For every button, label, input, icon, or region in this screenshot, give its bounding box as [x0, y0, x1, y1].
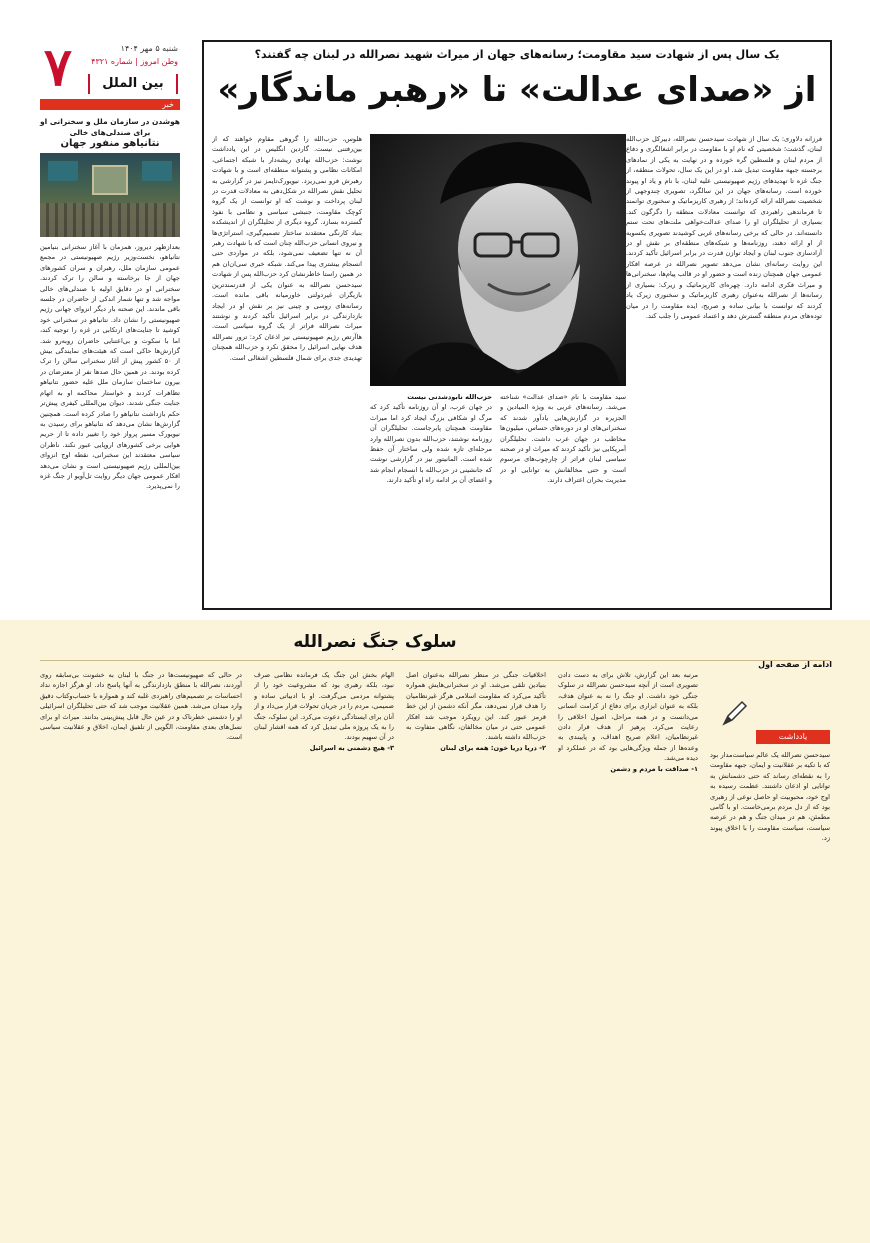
sidebar-headline[interactable]: نتانیاهو منفور جهان	[60, 138, 160, 149]
hall-screen	[48, 161, 78, 181]
opinion-column-3	[406, 670, 546, 1230]
divider	[40, 660, 830, 661]
news-tag: خبر	[40, 99, 180, 110]
portrait-photo	[370, 134, 626, 386]
subheading: ۲- دریا دریا خون: همه برای لبنان	[440, 743, 546, 752]
opinion-column-2	[558, 670, 698, 1230]
opinion-column-5: در حالی که صهیونیست‌ها در جنگ با لبنان به خشونت بی‌سابقه روی آوردند، نصرالله با منطق بازدارندگی به آنها پاسخ داد. او هرگز اجازه نداد احساسات بر تصمیم‌های راهبردی غلبه کند و همواره با حساب‌وکتاب دقیق وارد میدان می‌شد. همین عقلانیت موجب شد که حتی تحلیلگران اسرائیلی او را دشمنی خطرناک و در عین حال قابل پیش‌بینی بدانند. میراث او برای نسل‌های بعدی مقاومت، الگویی از تلفیق ایمان، اخلاق و عقلانیت سیاسی است.	[40, 671, 242, 742]
feature-column-mid: سید مقاومت با نام «صدای عدالت» شناخته می‌شد. رسانه‌های عربی به ویژه المیادین و الجزیره در گزارش‌هایی یادآور شدند که سخنرانی‌های او در دوره‌های حساس، میلیون‌ها مخاطب در جهان عرب داشت. تحلیلگران آمریکایی نیز تأکید کردند که میراث او در صحنه سیاسی لبنان فراتر از چارچوب‌های مرسوم است و حتی مخالفانش به توانایی او در مدیریت بحران اعتراف دارند.	[500, 393, 626, 485]
opinion-badge: یادداشت	[756, 730, 830, 744]
subheading: حزب‌الله نابودشدنی نیست	[407, 393, 492, 401]
column-text: اخلاقیات جنگی در منظر نصرالله به‌عنوان اصل بنیادین تلقی می‌شد. او در سخنرانی‌هایش همواره تأکید می‌کرد که مقاومت اسلامی هرگز غیرنظامیان را هدف قرار نمی‌دهد، مگر آنکه دشمن از این خط قرمز عبور کند. این رویکرد موجب شد افکار عمومی حتی در میان مخالفان، نگاهی متفاوت به حزب‌الله داشته باشند.	[406, 671, 546, 742]
sidebar-kicker: هوشدن در سازمان ملل و سخنرانی او برای صندلی‌های خالی	[40, 117, 180, 137]
feature-column-right: فرزانه دلاوری: یک سال از شهادت سیدحسن نصرالله، دبیرکل حزب‌الله لبنان، گذشت؛ شخصیتی که نام او با مقاومت در برابر اشغالگری و دفاع از مردم لبنان و فلسطین گره خورده و در نهایت به یکی از نمادهای برجسته جبهه مقاومت تبدیل شد. او در این یک سال، تحولات منطقه، از جنگ غزه تا تهدیدهای رژیم صهیونیستی علیه لبنان، با نام و یاد او پیوند خورده است. رسانه‌های جهان در این سالگرد، تصویری چندوجهی از شخصیت نصرالله ارائه کرده‌اند؛ از رهبری کاریزماتیک و سخنوری توانمند تا فرماندهی راهبردی که توانست معادلات منطقه را دگرگون کند. بسیاری از تحلیلگران او را صدای عدالت‌خواهی ملت‌های تحت ستم دانسته‌اند. در حالی که برخی رسانه‌های غربی کوشیدند تصویری یکسویه از او ارائه دهند، روزنامه‌ها و شبکه‌های منطقه‌ای بر نقش او در آزادسازی جنوب لبنان و ایجاد توازن قدرت در برابر اسرائیل تأکید کردند. این روایت رسانه‌ای نشان می‌دهد تصویر نصرالله در عرصه افکار عمومی جهان همچنان زنده است و حضور او در قالب پیام‌ها، سخنرانی‌ها و میراث فکری ادامه دارد. چهره‌ای کاریزماتیک و زیرک: بسیاری از رسانه‌ها از نصرالله به‌عنوان رهبری کاریزماتیک و سخنوری زیرک یاد کردند که توانست با بیانی ساده و صریح، ایده مقاومت را در میان توده‌های مردم منطقه گسترش دهد و اعتماد عمومی را جلب کند.	[626, 135, 822, 320]
feature-column-mid2	[370, 392, 492, 602]
un-assembly-photo	[40, 153, 180, 237]
opinion-section	[0, 620, 870, 1243]
opinion-column-1: سیدحسن نصرالله یک عالم سیاست‌مدار بود که با تکیه بر عقلانیت و ایمان، جبهه مقاومت را به نقطه‌ای رساند که حتی دشمنانش به توانایی او اذعان داشتند. عظمت رسیده به اوج خود، محبوبیت او حاصل نوعی از رهبری بود که از دل مردم برمی‌خاست. او با گامی مطمئن، هم در میدان جنگ و هم در عرصه سیاست، سیاست مقاومت را با اخلاق پیوند زد.	[710, 751, 830, 843]
empty-seats	[40, 203, 180, 237]
sidebar-body: بعدازظهر دیروز، همزمان با آغاز سخنرانی بنیامین نتانیاهو، نخست‌وزیر رژیم صهیونیستی در مجمع عمومی سازمان ملل، رهبران و سران کشورهای جهان از جا برخاسته و سالن را ترک کردند. سخنرانی او در دقایق اولیه با صندلی‌های خالی مواجه شد و تنها شمار اندکی از حاضران در جلسه باقی ماندند. این صحنه بار دیگر انزوای جهانی رژیم صهیونیستی را نشان داد. نتانیاهو در سخنرانی خود کوشید تا جنایت‌های ارتکابی در غزه را توجیه کند، اما با سکوت و بی‌اعتنایی حاضران روبه‌رو شد. گزارش‌ها حاکی است که هیئت‌های نمایندگی بیش از ۵۰ کشور پیش از آغاز سخنرانی سالن را ترک کرده بودند. در همین حال صدها نفر از معترضان در بیرون ساختمان سازمان ملل علیه حضور نتانیاهو تظاهرات کردند و خواستار محاکمه او به اتهام جنایت جنگی شدند. دیوان بین‌المللی کیفری پیش‌تر حکم بازداشت نتانیاهو را صادر کرده است. همچنین گزارش‌ها نشان می‌دهد که نتانیاهو برای رسیدن به نیویورک مسیر پرواز خود را تغییر داده تا از حریم هوایی برخی کشورهای اروپایی عبور نکند. ناظران سیاسی معتقدند این سخنرانی، نقطه اوج انزوای بین‌المللی رژیم صهیونیستی است و نشان می‌دهد افکار عمومی جهان دیگر روایت تل‌آویو از جنگ غزه را نمی‌پذیرد.	[40, 243, 180, 491]
continued-label: ادامه از صفحه اول	[758, 660, 832, 669]
column-text: مرتبه بعد این گزارش، تلاش برای به دست دادن تصویری است از آنچه سیدحسن نصرالله در سلوک جنگی خود داشت. او جنگ را نه به عنوان هدف، بلکه به عنوان ابزاری برای دفاع از کرامت انسانی می‌دانست و در همه مراحل، اصول اخلاقی را رعایت می‌کرد. پرهیز از هدف قرار دادن غیرنظامیان، اعلام صریح اهداف، و پایبندی به وعده‌ها از جمله ویژگی‌هایی بود که در عملکرد او دیده می‌شد.	[558, 671, 698, 763]
subheading: ۱- صداقت با مردم و دشمن	[610, 764, 698, 773]
pen-icon	[720, 698, 750, 728]
hall-screen	[142, 161, 172, 181]
issue-date: شنبه ۵ مهر ۱۴۰۴	[120, 44, 178, 53]
section-name: بین الملل	[88, 74, 178, 94]
feature-column-left: هلوس، حزب‌الله را گروهی مقاوم خواهند که از بین‌رفتنی نیست. گاردین انگلیس در این یادداشت نوشت: حزب‌الله نهادی ریشه‌دار با شبکه اجتماعی، امکانات نظامی و پشتوانه منطقه‌ای است و با شهادت رهبرش فرو نمی‌ریزد. نیویورک‌تایمز نیز در گزارشی به تحلیل نقش نصرالله در شکل‌دهی به معادلات قدرت در لبنان پرداخت و نوشت که او توانست از یک گروه کوچک مقاومت، جنبشی سیاسی و نظامی با نفوذ گسترده بسازد. گروه دیگری از تحلیلگران از اندیشکده بنیاد کارنگی معتقدند ساختار تصمیم‌گیری، استراتژی‌ها و نیروی انسانی حزب‌الله چنان است که با شهادت رهبر آن نه تنها تضعیف نمی‌شود، بلکه در مواردی حتی انسجام بیشتری پیدا می‌کند. شبکه خبری سی‌ان‌ان هم در همین راستا خاطرنشان کرد حزب‌الله پس از شهادت سیدحسن نصرالله به عنوان یکی از قدرتمندترین بازیگران غیردولتی خاورمیانه باقی مانده است. رسانه‌های روسی و چینی نیز بر نقش او در ایجاد بازدارندگی در برابر اسرائیل تأکید کردند و نوشتند میراث نصرالله فراتر از یک گروه سیاسی است. هاآرتص رژیم صهیونیستی نیز اذعان کرد: ترور نصرالله هدف نهایی اسرائیل را محقق نکرد و حزب‌الله همچنان تهدیدی جدی برای شمال فلسطین اشغالی است.	[212, 135, 362, 362]
column-text: در جهان عرب، او آن روزنامه تأکید کرد که مرگ او شکافی بزرگ ایجاد کرد اما میراث مقاومت همچنان پابرجاست. تحلیلگران آن روزنامه نوشتند، حزب‌الله بدون نصرالله وارد مرحله‌ای تازه شده ولی ساختار آن حفظ شده است. المانیتور نیز در گزارشی نوشت که جانشینی در حزب‌الله با انسجام انجام شد و اعضای آن بر ادامه راه او تأکید دارند.	[370, 403, 492, 485]
subheading: ۳- هیچ دشمنی به اسرائیل	[309, 743, 394, 752]
page-header	[40, 37, 180, 98]
column-text: الهام بخش این جنگ یک فرمانده نظامی صرف نبود، بلکه رهبری بود که مشروعیت خود را از پشتوانه مردمی می‌گرفت. او با ادبیاتی ساده و صمیمی، مردم را در جریان تحولات قرار می‌داد و از آنان برای ایستادگی دعوت می‌کرد. این سلوک، جنگ را به یک پروژه ملی تبدیل کرد که همه اقشار لبنان در آن سهیم بودند.	[254, 671, 394, 742]
feature-headline[interactable]: از «صدای عدالت» تا «رهبر ماندگار»	[217, 70, 817, 110]
opinion-column-4	[254, 670, 394, 1230]
portrait-illustration	[370, 134, 626, 386]
feature-kicker: یک سال پس از شهادت سید مقاومت؛ رسانه‌های جهان از میراث شهید نصرالله در لبنان چه گفتند؟	[254, 48, 780, 61]
issue-number: وطن امروز | شماره ۴۳۲۱	[91, 57, 178, 66]
page-number: ۷	[44, 37, 72, 98]
podium	[92, 165, 128, 195]
opinion-headline[interactable]: سلوک جنگ نصرالله	[293, 632, 457, 652]
feature-article	[202, 40, 832, 610]
